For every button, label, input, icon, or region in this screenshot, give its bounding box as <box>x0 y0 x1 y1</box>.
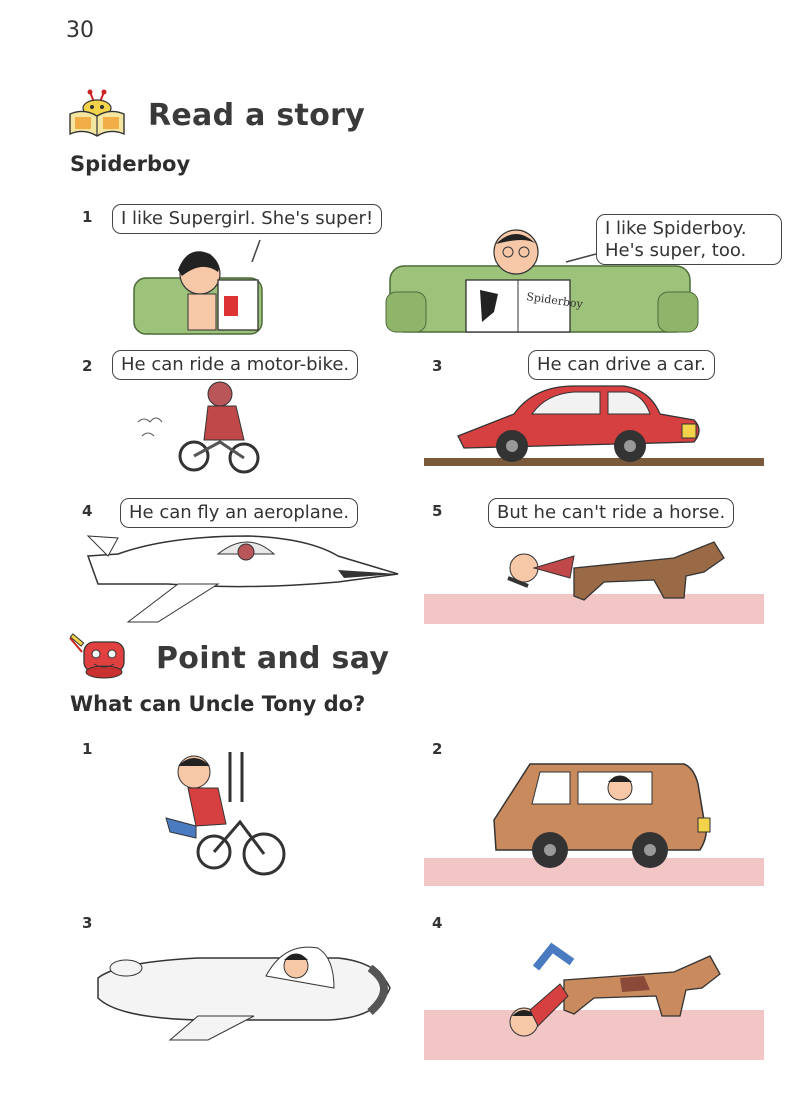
spiderboy-horse-illustration <box>424 528 764 624</box>
point-panel-number: 3 <box>82 914 93 932</box>
point-say-icon <box>68 634 130 686</box>
speech-bubble-motorbike: He can ride a motor-bike. <box>112 350 358 380</box>
story-panel-number: 4 <box>82 502 93 520</box>
speech-bubble-aeroplane: He can fly an aeroplane. <box>120 498 358 528</box>
comic-book-title: Spiderboy <box>525 290 584 311</box>
story-panel-number: 3 <box>432 357 443 375</box>
boy-on-sofa-illustration <box>386 222 698 336</box>
speech-bubble-boy: I like Spiderboy. He's super, too. <box>596 214 782 265</box>
uncle-tony-car-illustration <box>424 754 764 890</box>
story-title: Spiderboy <box>70 152 191 176</box>
point-say-heading: Point and say <box>156 641 390 676</box>
story-panel-number: 5 <box>432 502 443 520</box>
read-story-heading: Read a story <box>148 98 366 133</box>
uncle-tony-horse-illustration <box>424 934 764 1064</box>
point-say-question: What can Uncle Tony do? <box>70 692 366 716</box>
point-panel-number: 1 <box>82 740 93 758</box>
spiderboy-aeroplane-illustration <box>68 526 402 626</box>
point-panel-number: 4 <box>432 914 443 932</box>
speech-bubble-girl: I like Supergirl. She's super! <box>112 204 382 234</box>
story-panel-number: 1 <box>82 208 93 226</box>
speech-bubble-horse: But he can't ride a horse. <box>488 498 734 528</box>
spiderboy-motorbike-illustration <box>128 378 268 478</box>
spiderboy-car-illustration <box>424 380 764 476</box>
speech-bubble-car: He can drive a car. <box>528 350 715 380</box>
point-panel-number: 2 <box>432 740 443 758</box>
read-book-icon <box>66 88 128 140</box>
page-number: 30 <box>66 18 94 43</box>
uncle-tony-motorbike-illustration <box>146 742 296 882</box>
story-panel-number: 2 <box>82 357 93 375</box>
girl-on-sofa-illustration <box>130 238 270 338</box>
uncle-tony-aeroplane-illustration <box>78 928 398 1040</box>
